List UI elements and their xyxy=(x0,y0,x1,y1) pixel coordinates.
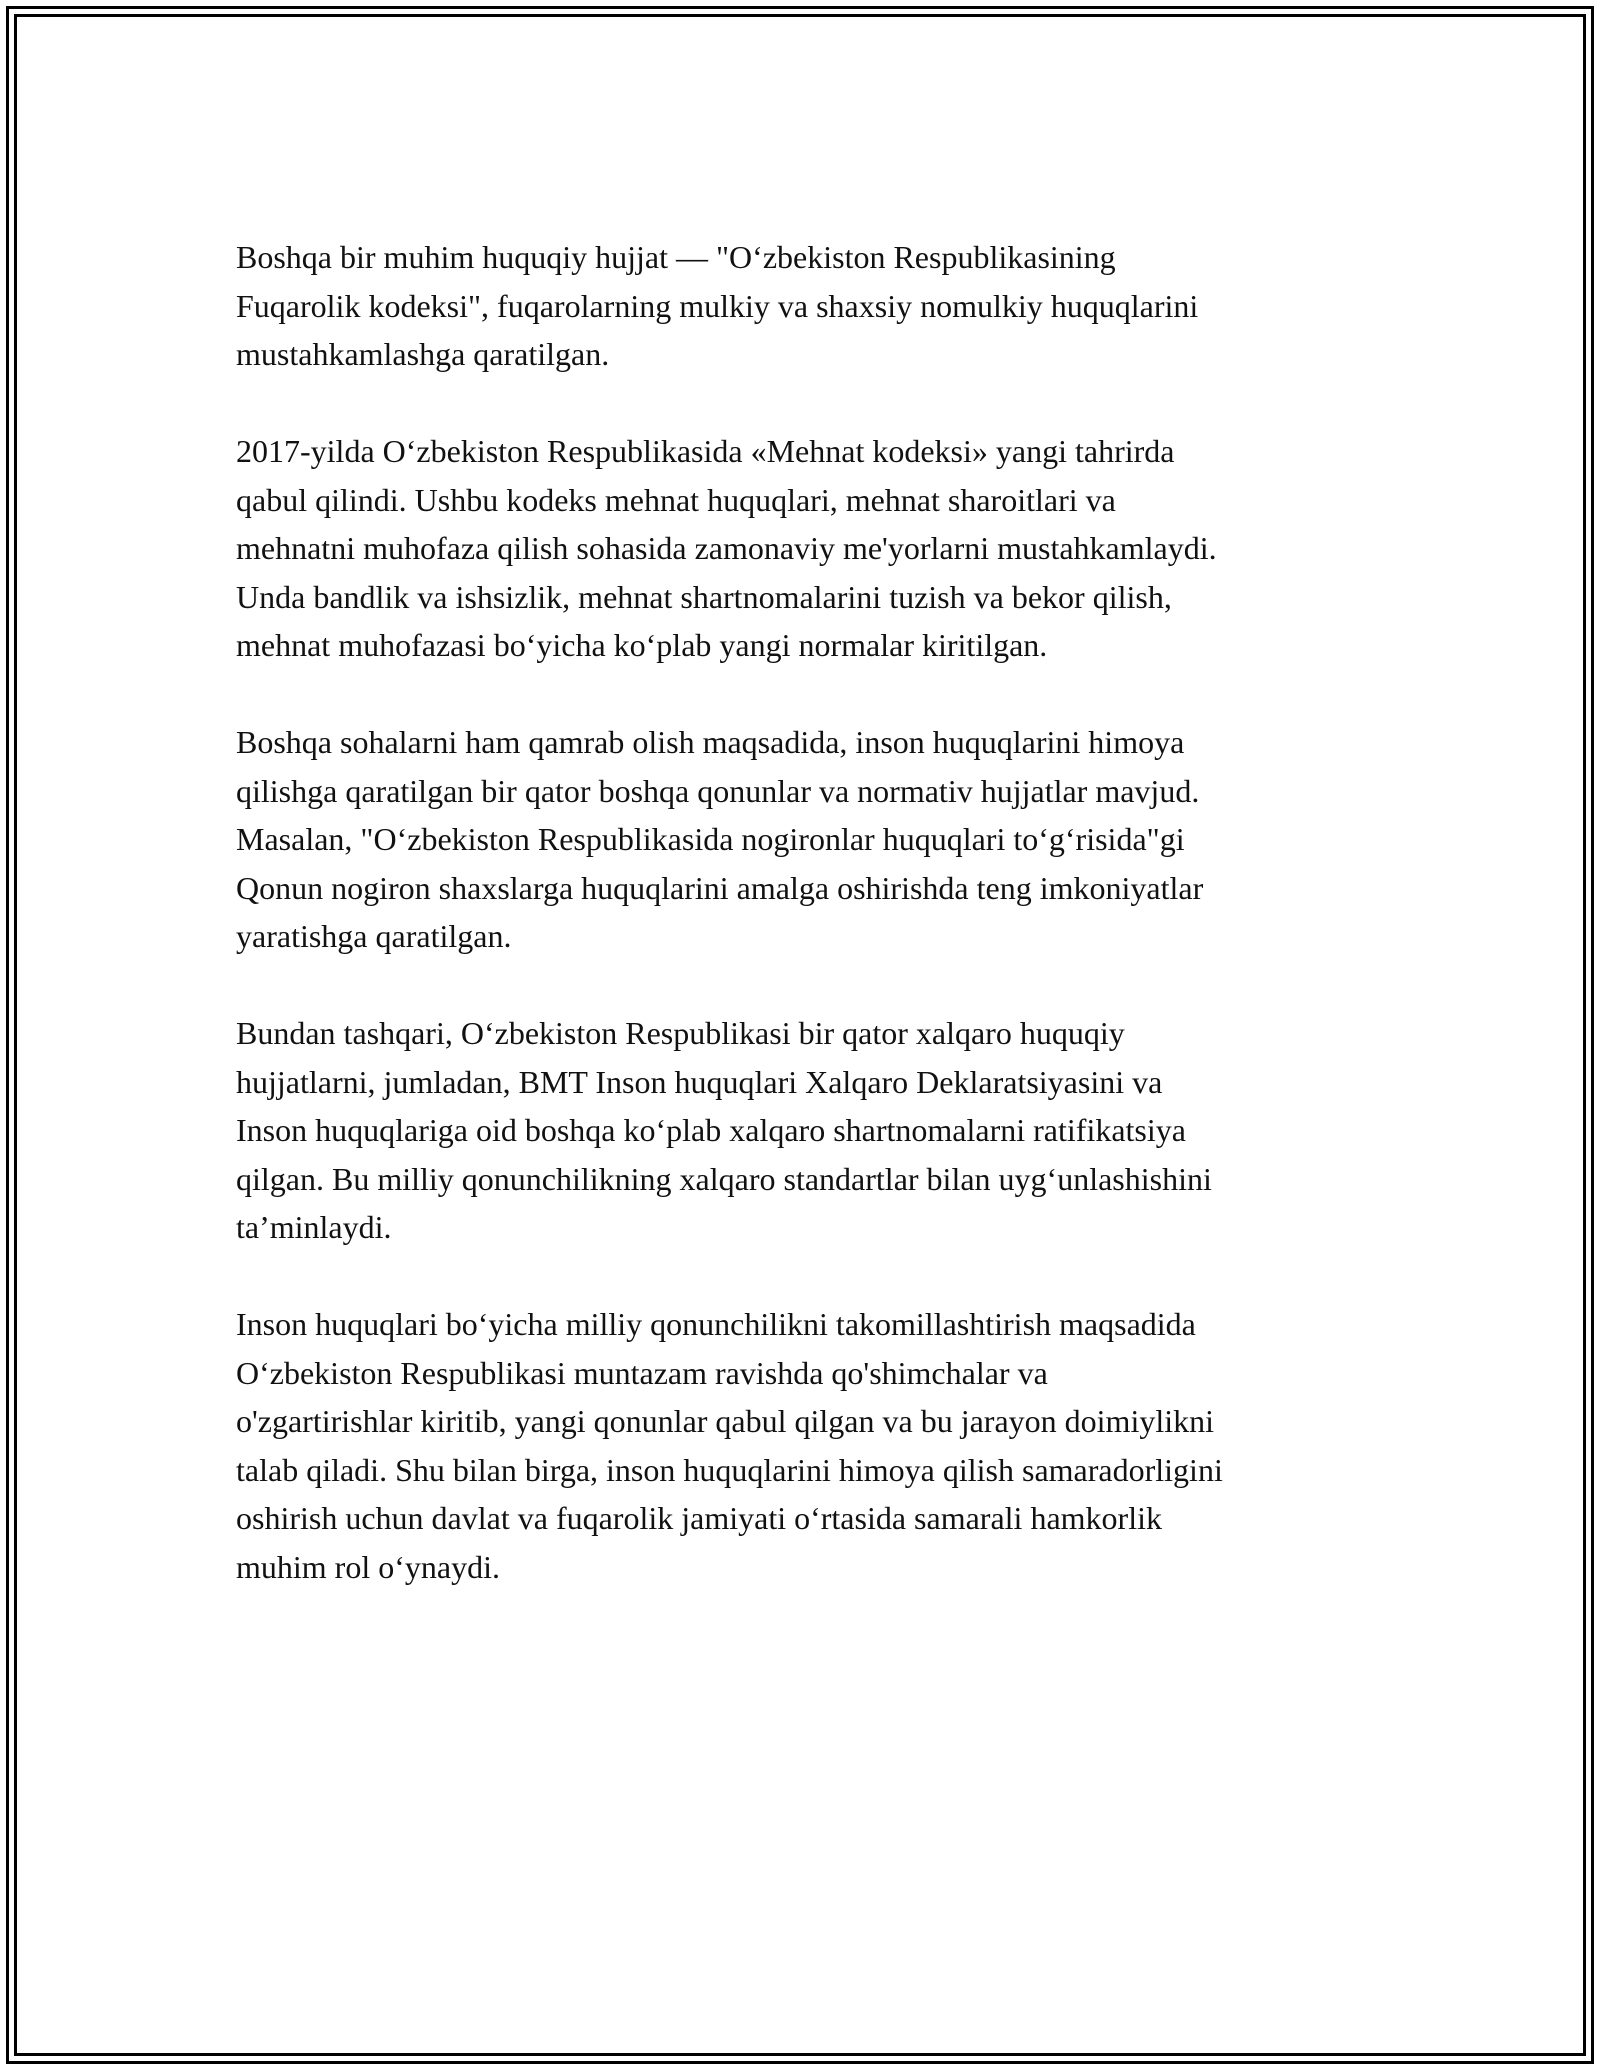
paragraph xyxy=(236,233,1396,379)
paragraph xyxy=(236,1009,1396,1252)
paragraph xyxy=(236,1300,1396,1591)
paragraph xyxy=(236,718,1396,961)
text-line: muhim rol o‘ynaydi. xyxy=(236,1548,500,1585)
text-line: Inson huquqlariga oid boshqa ko‘plab xalqaro shartnomalarni ratifikatsiya xyxy=(236,1112,1186,1148)
text-line: Inson huquqlari bo‘yicha milliy qonunchilikni takomillashtirish maqsadida xyxy=(236,1306,1196,1342)
text-line: qabul qilindi. Ushbu kodeks mehnat huquqlari, mehnat sharoitlari va xyxy=(236,481,1116,518)
text-line: Fuqarolik kodeksi", fuqarolarning mulkiy va shaxsiy nomulkiy huquqlarini xyxy=(236,287,1199,324)
text-line: qilishga qaratilgan bir qator boshqa qonunlar va normativ hujjatlar mavjud. xyxy=(236,772,1200,809)
text-line: qilgan. Bu milliy qonunchilikning xalqaro standartlar bilan uyg‘unlashishini xyxy=(236,1160,1212,1197)
text-line: talab qiladi. Shu bilan birga, inson huquqlarini himoya qilish samaradorligini xyxy=(236,1451,1223,1488)
text-line: Qonun nogiron shaxslarga huquqlarini amalga oshirishda teng imkoniyatlar xyxy=(236,869,1204,906)
text-line: 2017-yilda O‘zbekiston Respublikasida «Mehnat kodeksi» yangi tahrirda xyxy=(236,433,1175,469)
text-line: yaratishga qaratilgan. xyxy=(236,918,512,954)
text-line: mustahkamlashga qaratilgan. xyxy=(236,336,610,372)
text-line: o'zgartirishlar kiritib, yangi qonunlar qabul qilgan va bu jarayon doimiylikni xyxy=(236,1403,1214,1439)
text-line: oshirish uchun davlat va fuqarolik jamiyati o‘rtasida samarali hamkorlik xyxy=(236,1500,1162,1536)
text-line: Masalan, "O‘zbekiston Respublikasida nogironlar huquqlari to‘g‘risida"gi xyxy=(236,821,1185,857)
text-line: Unda bandlik va ishsizlik, mehnat shartnomalarini tuzish va bekor qilish, xyxy=(236,578,1172,615)
text-line: hujjatlarni, jumladan, BMT Inson huquqlari Xalqaro Deklaratsiyasini va xyxy=(236,1063,1163,1100)
text-line: mehnatni muhofaza qilish sohasida zamonaviy me'yorlarni mustahkamlaydi. xyxy=(236,530,1217,566)
text-line: Boshqa bir muhim huquqiy hujjat — "O‘zbekiston Respublikasining xyxy=(236,239,1116,275)
text-line: mehnat muhofazasi bo‘yicha ko‘plab yangi normalar kiritilgan. xyxy=(236,627,1048,663)
text-line: Bundan tashqari, O‘zbekiston Respublikasi bir qator xalqaro huquqiy xyxy=(236,1015,1125,1051)
document-body xyxy=(236,233,1396,1640)
text-line: ta’minlaydi. xyxy=(236,1209,392,1245)
text-line: Boshqa sohalarni ham qamrab olish maqsadida, inson huquqlarini himoya xyxy=(236,724,1185,760)
text-line: O‘zbekiston Respublikasi muntazam ravishda qo'shimchalar va xyxy=(236,1354,1048,1391)
paragraph xyxy=(236,427,1396,670)
